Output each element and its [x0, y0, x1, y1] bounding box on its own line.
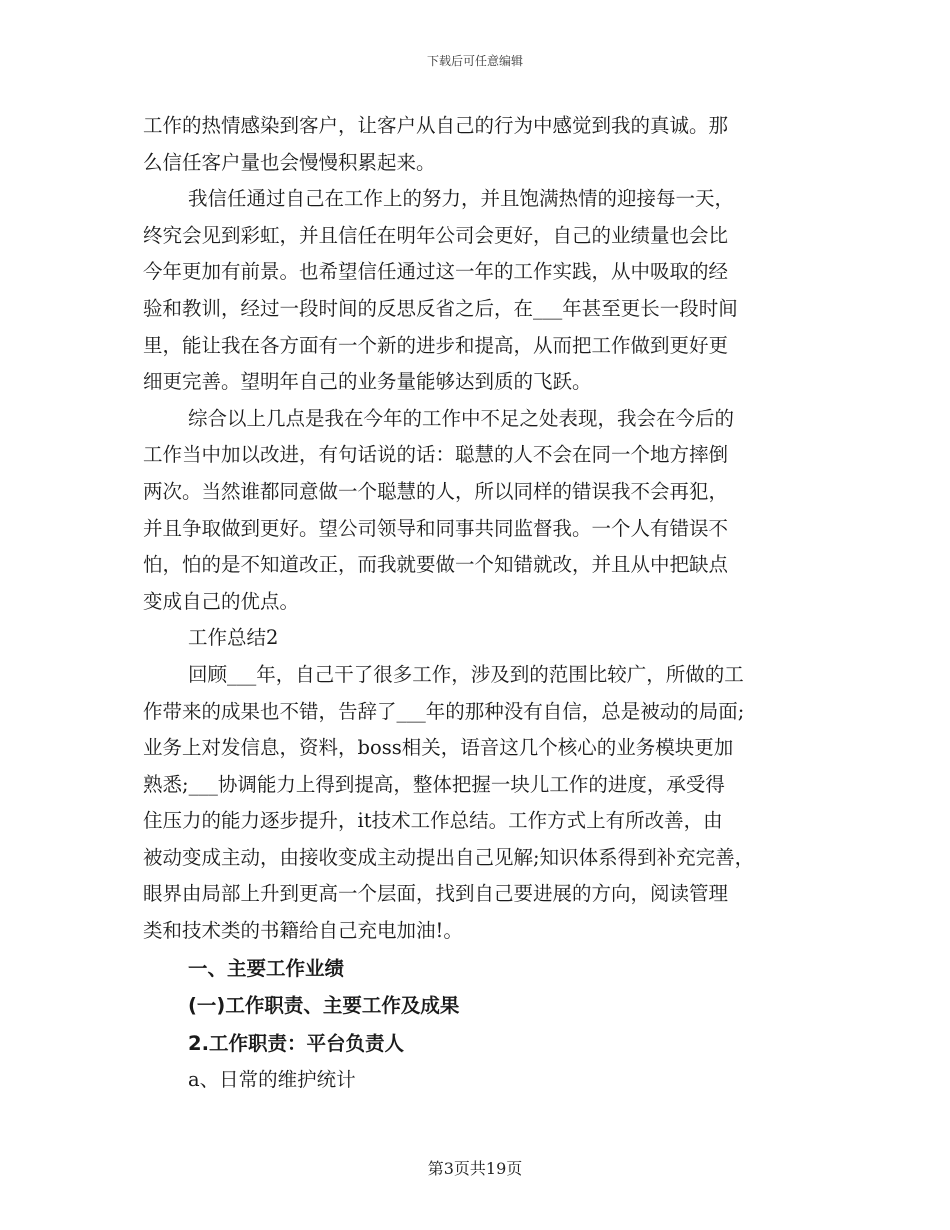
text-line: 怕，怕的是不知道改正，而我就要做一个知错就改，并且从中把缺点	[143, 553, 729, 577]
text-line: 作带来的成果也不错，告辞了___年的那种没有自信，总是被动的局面;	[143, 699, 745, 723]
text-line: 业务上对发信息，资料，boss相关，语音这几个核心的业务模块更加	[143, 736, 734, 760]
page-footer: 第3页共19页	[427, 1159, 523, 1178]
heading-main-achievements: 一、主要工作业绩	[188, 956, 345, 980]
text-line: 被动变成主动，由接收变成主动提出自己见解;知识体系得到补充完善，	[143, 845, 755, 869]
paragraph-start-line: 我信任通过自己在工作上的努力，并且饱满热情的迎接每一天，	[188, 187, 735, 211]
text-line: 终究会见到彩虹，并且信任在明年公司会更好，自己的业绩量也会比	[143, 223, 729, 247]
text-line: 工作当中加以改进，有句话说的话：聪慧的人不会在同一个地方摔倒	[143, 443, 729, 467]
heading-job-duties: 2.工作职责：平台负责人	[188, 1031, 404, 1055]
page-header: 下载后可任意编辑	[426, 54, 523, 68]
text-line: 类和技术类的书籍给自己充电加油!。	[143, 919, 463, 943]
text-line: 住压力的能力逐步提升，it技术工作总结。工作方式上有所改善，由	[143, 809, 723, 833]
document-body	[143, 108, 823, 1099]
text-line: 熟悉;___协调能力上得到提高，整体把握一块儿工作的进度，承受得	[143, 772, 725, 796]
text-line: 眼界由局部上升到更高一个层面，找到自己要进展的方向，阅读管理	[143, 882, 729, 906]
text-line: 两次。当然谁都同意做一个聪慧的人，所以同样的错误我不会再犯，	[143, 479, 729, 503]
paragraph-start-line: 回顾___年，自己干了很多工作，涉及到的范围比较广，所做的工	[188, 662, 744, 686]
text-line: 验和教训，经过一段时间的反思反省之后，在___年甚至更长一段时间	[143, 296, 738, 320]
text-line: 工作的热情感染到客户，让客户从自己的行为中感觉到我的真诚。那	[143, 114, 729, 137]
paragraph-start-line: 综合以上几点是我在今年的工作中不足之处表现，我会在今后的	[188, 406, 735, 430]
text-line: 里，能让我在各方面有一个新的进步和提高，从而把工作做到更好更	[143, 333, 729, 357]
text-line: 并且争取做到更好。望公司领导和同事共同监督我。一个人有错误不	[143, 516, 729, 540]
text-line: 细更完善。望明年自己的业务量能够达到质的飞跃。	[143, 370, 592, 394]
section-title: 工作总结2	[188, 626, 279, 650]
text-line: 么信任客户量也会慢慢积累起来。	[143, 150, 436, 174]
text-line: 今年更加有前景。也希望信任通过这一年的工作实践，从中吸取的经	[143, 260, 729, 284]
text-line: 变成自己的优点。	[143, 589, 300, 613]
heading-duties-and-results: (一)工作职责、主要工作及成果	[188, 994, 460, 1018]
list-item: a、日常的维护统计	[188, 1068, 356, 1092]
